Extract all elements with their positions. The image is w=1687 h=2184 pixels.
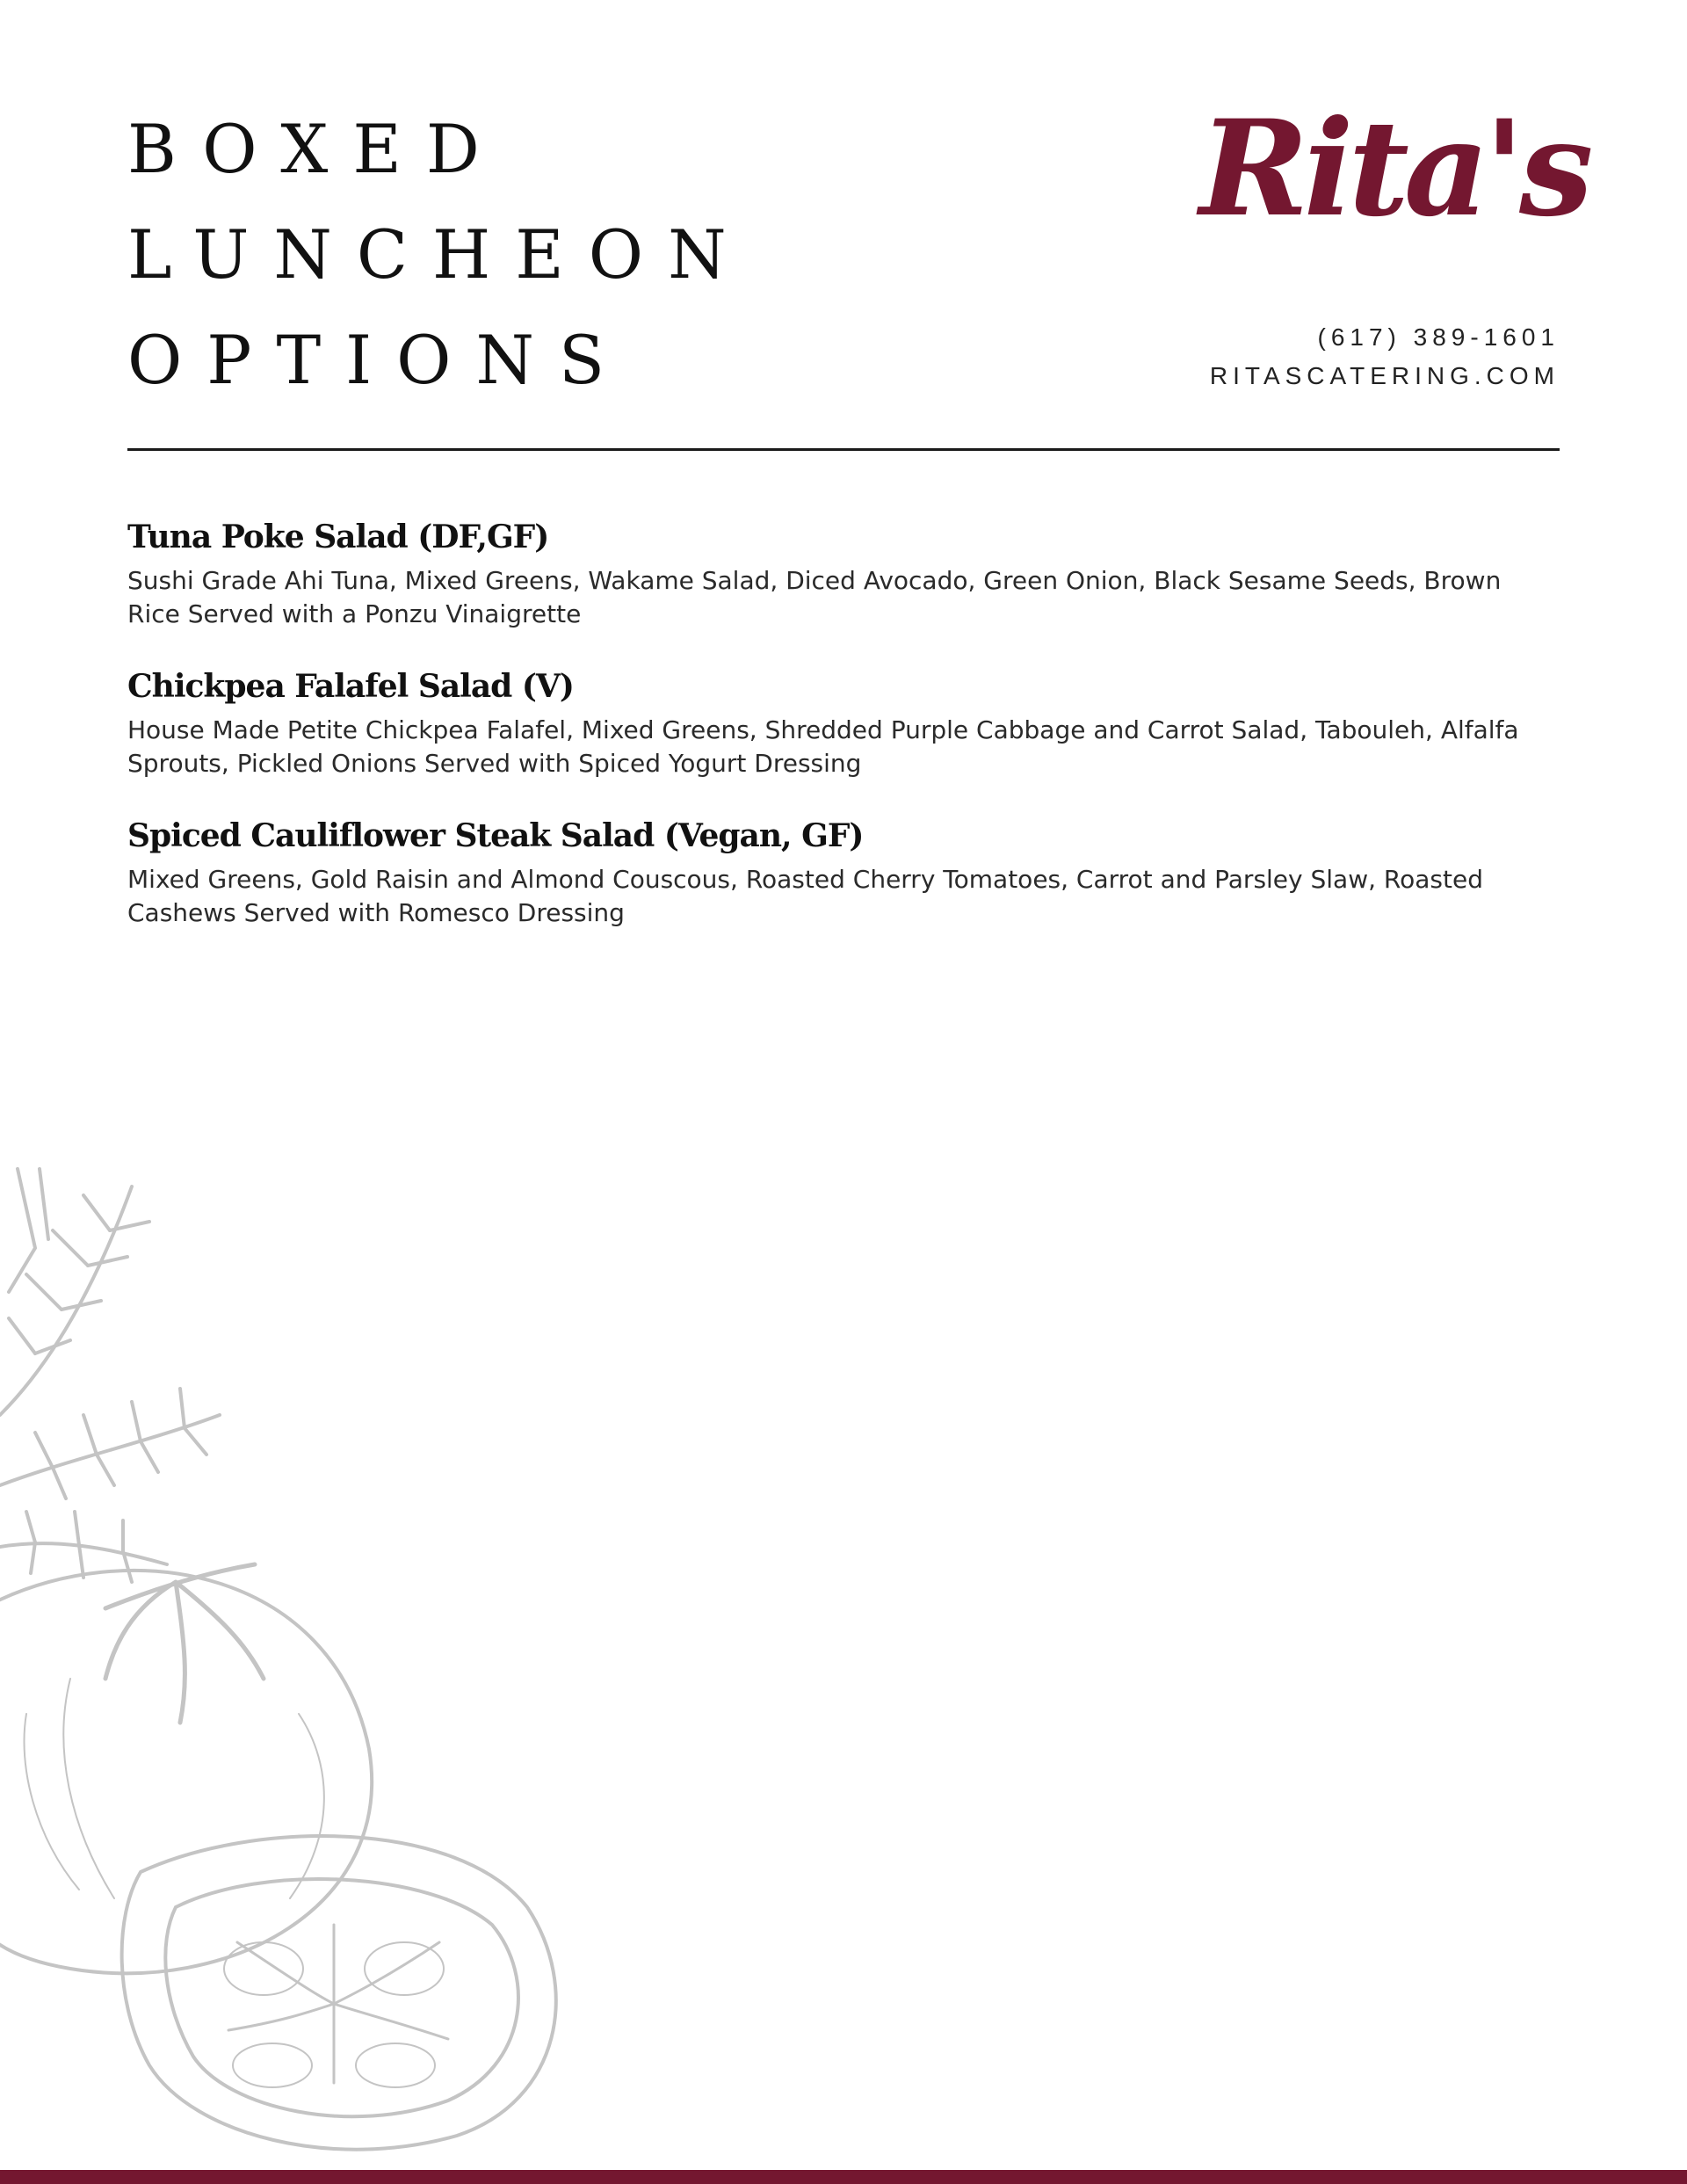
contact-info xyxy=(1210,318,1560,395)
page-title xyxy=(127,97,751,413)
footer-bar xyxy=(0,2170,1687,2184)
website-url: RITASCATERING.COM xyxy=(1209,362,1560,389)
menu-item-name: Spiced Cauliflower Steak Salad (Vegan, GF) xyxy=(127,817,864,854)
tomato-herb-sketch-icon xyxy=(0,1151,562,2162)
menu-list xyxy=(127,519,1560,967)
menu-item xyxy=(127,817,1560,930)
header-divider xyxy=(127,448,1560,451)
menu-item-description: Mixed Greens, Gold Raisin and Almond Couscous, Roasted Cherry Tomatoes, Carrot and Parsley Slaw, Roasted Cashews Served with Romesco Dressing xyxy=(127,865,1483,927)
ritas-logo: Rita's xyxy=(1199,91,1589,246)
menu-item xyxy=(127,519,1560,631)
phone-number: (617) 389-1601 xyxy=(1317,323,1560,351)
menu-item-name: Chickpea Falafel Salad (V) xyxy=(127,668,574,705)
menu-item-description: Sushi Grade Ahi Tuna, Mixed Greens, Wakame Salad, Diced Avocado, Green Onion, Black Sesame Seeds, Brown Rice Served with a Ponzu Vinaigrette xyxy=(127,566,1502,628)
title-line-2: LUNCHEON xyxy=(127,215,751,294)
menu-item xyxy=(127,668,1560,780)
menu-item-description: House Made Petite Chickpea Falafel, Mixed Greens, Shredded Purple Cabbage and Carrot Salad, Tabouleh, Alfalfa Sprouts, Pickled Onions Served with Spiced Yogurt Dressing xyxy=(127,715,1519,778)
menu-item-name: Tuna Poke Salad (DF,GF) xyxy=(127,519,549,555)
title-line-3: OPTIONS xyxy=(127,321,630,399)
title-line-1: BOXED xyxy=(127,110,504,188)
